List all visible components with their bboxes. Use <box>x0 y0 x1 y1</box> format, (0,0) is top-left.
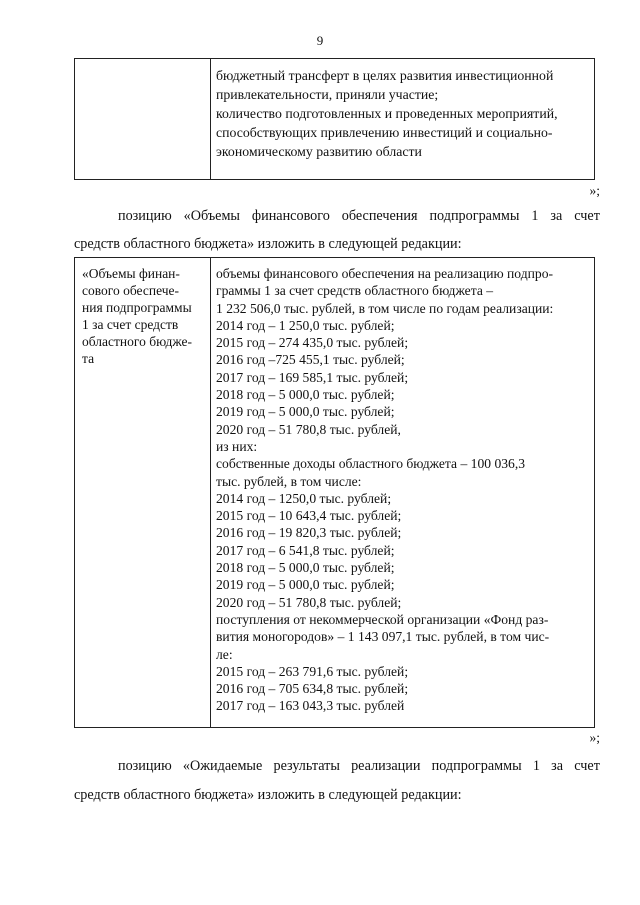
table-cell-position-content <box>211 258 595 728</box>
word: за <box>551 758 564 774</box>
word: «Ожидаемые <box>182 758 263 774</box>
text-line: экономическому развитию области <box>216 144 422 159</box>
page-number: 9 <box>316 33 324 48</box>
text-line: 2014 год – 1 250,0 тыс. рублей; <box>216 317 395 333</box>
text-line: 2020 год – 51 780,8 тыс. рублей, <box>216 421 401 437</box>
text-line: сового обеспече- <box>82 283 180 298</box>
word: финансового <box>251 208 330 224</box>
text-line: 2014 год – 1250,0 тыс. рублей; <box>216 490 392 506</box>
text-line: способствующих привлечению инвестиций и социально- <box>216 125 553 140</box>
word: счет <box>574 758 600 774</box>
text-line: 2020 год – 51 780,8 тыс. рублей; <box>216 594 402 610</box>
word: позицию <box>118 208 172 224</box>
text-line: 1 за счет средств <box>82 317 179 332</box>
text-line: 2015 год – 10 643,4 тыс. рублей; <box>216 508 402 524</box>
text-line: 2015 год – 274 435,0 тыс. рублей; <box>216 335 409 351</box>
text-line: 2019 год – 5 000,0 тыс. рублей; <box>216 404 395 420</box>
text-line: граммы 1 за счет средств областного бюджета – <box>216 283 494 299</box>
text-line: 2018 год – 5 000,0 тыс. рублей; <box>216 560 395 576</box>
text-line: 2019 год – 5 000,0 тыс. рублей; <box>216 577 395 593</box>
text-line: «Объемы финан- <box>82 266 180 281</box>
text-line: 2018 год – 5 000,0 тыс. рублей; <box>216 387 395 403</box>
text-line: 2015 год – 263 791,6 тыс. рублей; <box>216 663 409 679</box>
word: 1 <box>532 758 540 774</box>
table-cell-position-name <box>75 258 211 728</box>
text-line: 2017 год – 6 541,8 тыс. рублей; <box>216 542 395 558</box>
text-line: 2017 год – 169 585,1 тыс. рублей; <box>216 369 409 385</box>
table-cell-right <box>211 59 595 180</box>
word: подпрограммы <box>429 208 520 224</box>
word: результаты <box>273 758 340 774</box>
paragraph-2-line-1 <box>118 758 600 775</box>
text-line: ле: <box>216 646 233 662</box>
word: за <box>550 208 563 224</box>
text-line: ния подпрограммы <box>82 300 192 315</box>
word: «Объемы <box>183 208 240 224</box>
text-line: 2016 год – 705 634,8 тыс. рублей; <box>216 681 409 697</box>
word: реализации <box>351 758 421 774</box>
text-line: количество подготовленных и проведенных мероприятий, <box>216 106 558 121</box>
word: счет <box>574 208 600 224</box>
closing-quote: »; <box>589 730 600 745</box>
text-line: поступления от некоммерческой организации «Фонд раз- <box>216 611 549 627</box>
text-line: 2016 год – 19 820,3 тыс. рублей; <box>216 525 402 541</box>
paragraph-1-line-1 <box>118 208 600 225</box>
text-line: та <box>82 351 95 366</box>
text-line: объемы финансового обеспечения на реализацию подпро- <box>216 266 554 281</box>
table-funding-volumes <box>74 257 595 728</box>
text-line: вития моногородов» – 1 143 097,1 тыс. рублей, в том чис- <box>216 629 550 645</box>
text-line: областного бюдже- <box>82 334 192 349</box>
paragraph-1-line-2: средств областного бюджета» изложить в следующей редакции: <box>74 236 462 252</box>
text-line: собственные доходы областного бюджета – 100 036,3 <box>216 456 526 472</box>
text-line: 2016 год –725 455,1 тыс. рублей; <box>216 352 405 368</box>
text-line: тыс. рублей, в том числе: <box>216 473 362 489</box>
word: позицию <box>118 758 172 774</box>
table-previous-fragment <box>74 58 595 180</box>
paragraph-2-line-2: средств областного бюджета» изложить в следующей редакции: <box>74 787 462 803</box>
closing-quote: »; <box>589 183 600 198</box>
text-line: 2017 год – 163 043,3 тыс. рублей <box>216 698 405 714</box>
text-line: бюджетный трансферт в целях развития инвестиционной <box>216 68 554 83</box>
text-line: привлекательности, приняли участие; <box>216 87 439 102</box>
table-cell-left-empty <box>75 59 211 180</box>
word: 1 <box>531 208 539 224</box>
word: подпрограммы <box>431 758 522 774</box>
text-line: 1 232 506,0 тыс. рублей, в том числе по годам реализации: <box>216 300 554 316</box>
text-line: из них: <box>216 438 258 454</box>
word: обеспечения <box>341 208 418 224</box>
